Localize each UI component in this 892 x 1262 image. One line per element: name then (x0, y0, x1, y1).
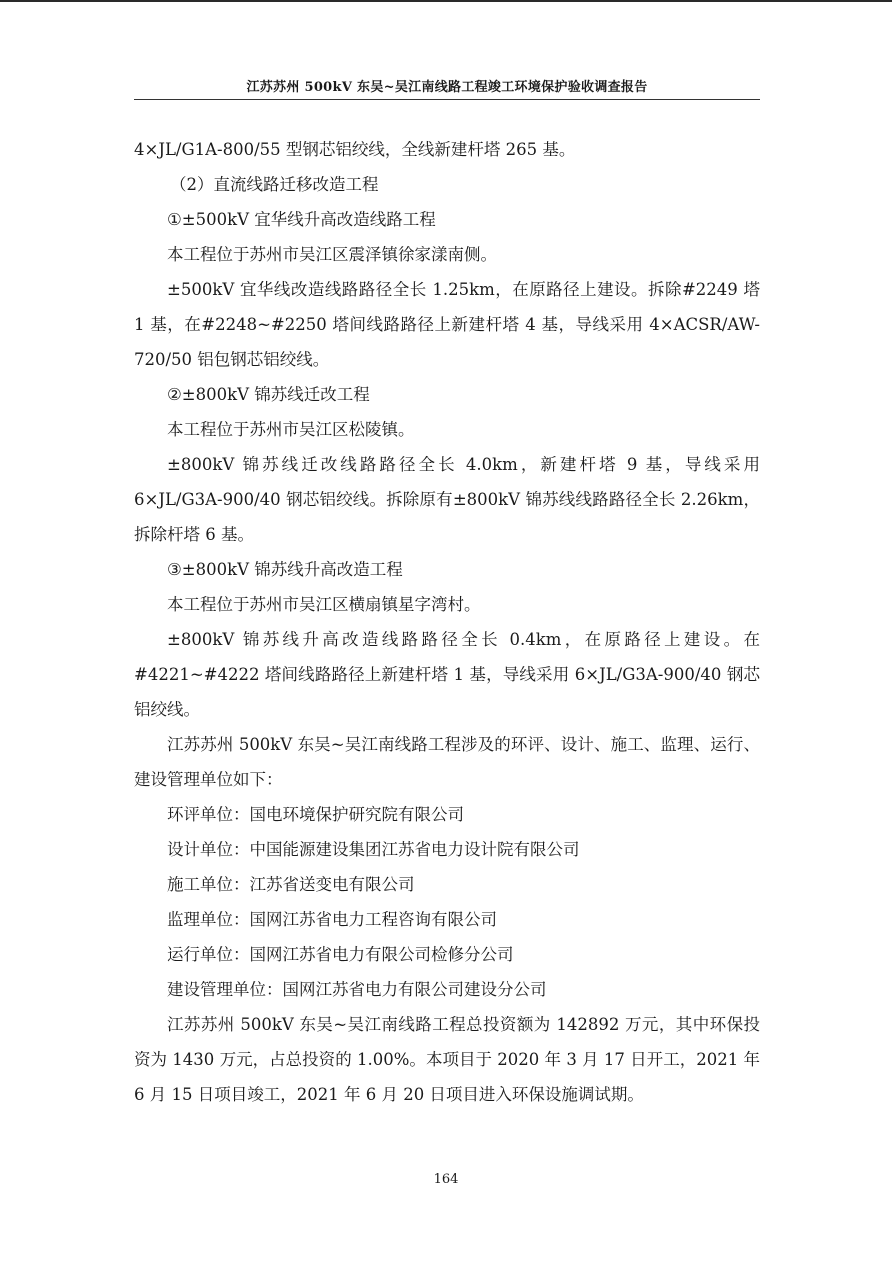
page-top-edge (0, 0, 892, 2)
paragraph-jinsu-raising-details: ±800kV 锦苏线升高改造线路路径全长 0.4km，在原路径上建设。在#4221~#4222 塔间线路路径上新建杆塔 1 基，导线采用 6×JL/G3A-900/40 钢芯铝绞线。 (134, 630, 760, 719)
section-heading-dc-relocation: （2）直流线路迁移改造工程 (170, 175, 379, 194)
unit-operation: 运行单位：国网江苏省电力有限公司检修分公司 (167, 945, 514, 964)
unit-construction-management: 建设管理单位：国网江苏省电力有限公司建设分公司 (167, 980, 547, 999)
paragraph-jinsu-raising-location: 本工程位于苏州市吴江区横扇镇星字湾村。 (167, 595, 481, 614)
paragraph-yihua-details: ±500kV 宜华线改造线路路径全长 1.25km，在原路径上建设。拆除#2249 塔 1 基，在#2248~#2250 塔间线路路径上新建杆塔 4 基，导线采用 4×ACSR/AW-720/50 铝包钢芯铝绞线。 (134, 280, 760, 369)
paragraph-conductor-summary: 4×JL/G1A-800/55 型钢芯铝绞线，全线新建杆塔 265 基。 (134, 140, 576, 159)
subsection-heading-jinsu-relocation: ②±800kV 锦苏线迁改工程 (167, 385, 370, 404)
paragraph-jinsu-relocation-details: ±800kV 锦苏线迁改线路路径全长 4.0km，新建杆塔 9 基，导线采用 6×JL/G3A-900/40 钢芯铝绞线。拆除原有±800kV 锦苏线线路路径全长 2.26km，拆除杆塔 6 基。 (134, 455, 760, 544)
subsection-heading-jinsu-raising: ③±800kV 锦苏线升高改造工程 (167, 560, 403, 579)
unit-construction: 施工单位：江苏省送变电有限公司 (167, 875, 415, 894)
unit-eia: 环评单位：国电环境保护研究院有限公司 (167, 805, 464, 824)
header-divider (134, 99, 760, 100)
paragraph-units-intro: 江苏苏州 500kV 东吴~吴江南线路工程涉及的环评、设计、施工、监理、运行、建设管理单位如下： (134, 735, 760, 789)
subsection-heading-yihua: ①±500kV 宜华线升高改造线路工程 (167, 210, 436, 229)
unit-design: 设计单位：中国能源建设集团江苏省电力设计院有限公司 (167, 840, 580, 859)
paragraph-yihua-location: 本工程位于苏州市吴江区震泽镇徐家漾南侧。 (167, 245, 497, 264)
document-body (134, 132, 760, 1112)
page-number: 164 (433, 1172, 459, 1187)
paragraph-jinsu-relocation-location: 本工程位于苏州市吴江区松陵镇。 (167, 420, 415, 439)
paragraph-investment-schedule: 江苏苏州 500kV 东吴~吴江南线路工程总投资额为 142892 万元，其中环保投资为 1430 万元，占总投资的 1.00%。本项目于 2020 年 3 月 17 日开工，2021 年 6 月 15 日项目竣工，2021 年 6 月 20 日项目进入环保设施调试期。 (134, 1015, 760, 1104)
page-header-title: 江苏苏州 500kV 东吴~吴江南线路工程竣工环境保护验收调查报告 (246, 80, 648, 95)
unit-supervision: 监理单位：国网江苏省电力工程咨询有限公司 (167, 910, 497, 929)
